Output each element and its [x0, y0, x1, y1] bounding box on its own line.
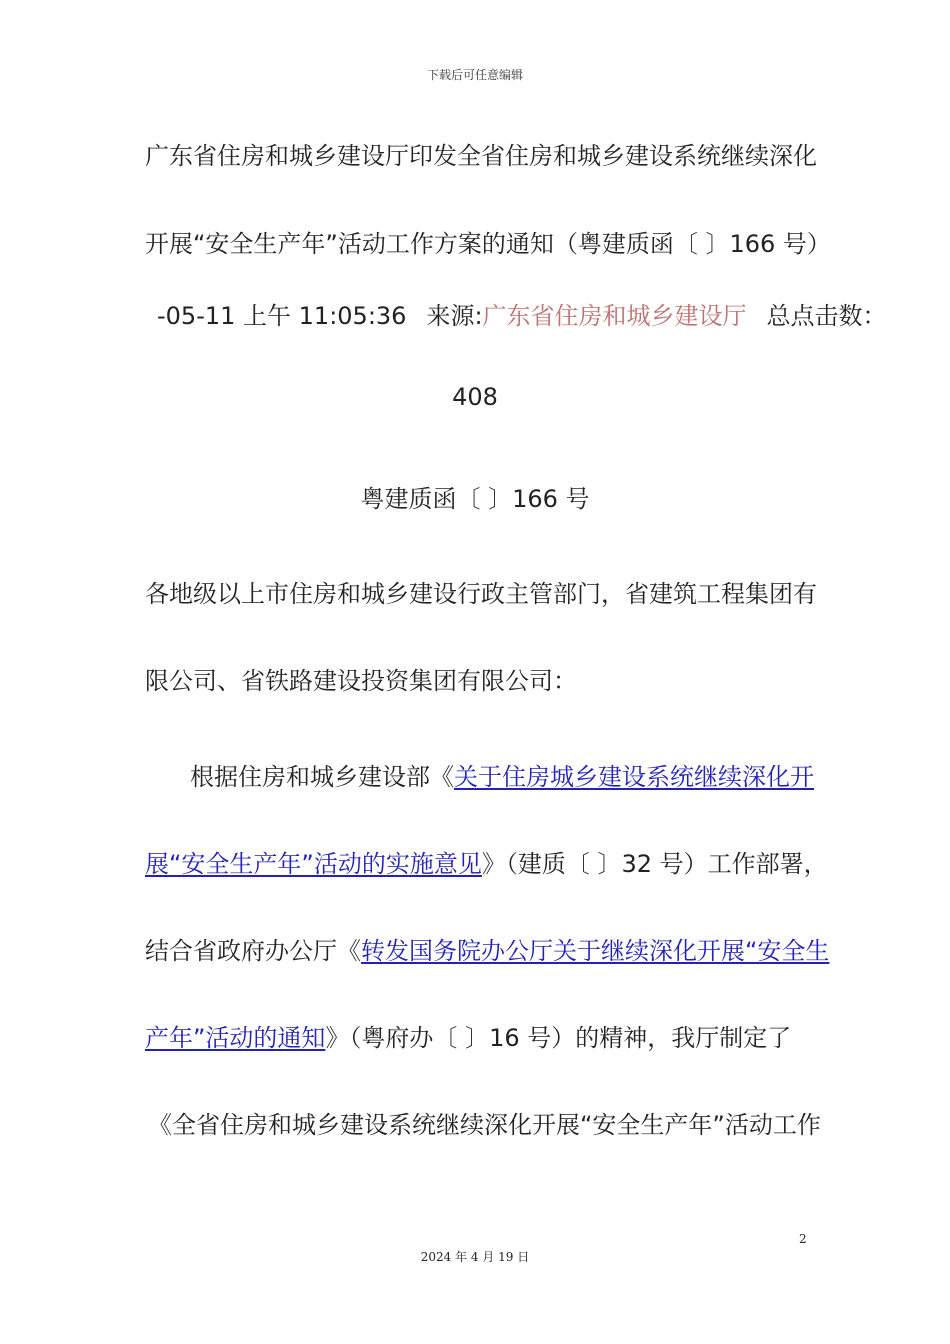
footer-date: 2024 年 4 月 19 日	[420, 1250, 530, 1264]
body-p2-prefix: 结合省政府办公厅《	[145, 937, 361, 965]
body-p2-suffix: 》（粤府办〔 〕16 号）的精神，我厅制定了	[325, 1024, 792, 1052]
title-line-2: 开展“安全生产年”活动工作方案的通知（粤建质函〔 〕166 号）	[145, 230, 831, 258]
header-note: 下载后可任意编辑	[426, 68, 523, 82]
clicks-count: 408	[452, 383, 498, 411]
link-ministry-opinion[interactable]: 关于住房城乡建设系统继续深化开	[454, 763, 814, 791]
body-line-3	[145, 931, 829, 966]
page-number: 2	[799, 1232, 807, 1246]
meta-line	[157, 296, 887, 331]
source-name[interactable]: 广东省住房和城乡建设厅	[482, 302, 747, 330]
body-p1-prefix: 根据住房和城乡建设部《	[190, 763, 454, 791]
addressee-line-1: 各地级以上市住房和城乡建设行政主管部门，省建筑工程集团有	[145, 580, 817, 608]
publish-datetime: -05-11 上午 11:05:36	[157, 302, 407, 330]
doc-number: 粤建质函〔 〕166 号	[360, 485, 590, 513]
title-line-1: 广东省住房和城乡建设厅印发全省住房和城乡建设系统继续深化	[145, 142, 817, 170]
link-ministry-opinion-cont[interactable]: 展“安全生产年”活动的实施意见	[145, 850, 482, 878]
body-line-4	[145, 1018, 791, 1053]
addressee-line-2: 限公司、省铁路建设投资集团有限公司：	[145, 667, 577, 695]
source-label: 来源:	[426, 302, 483, 330]
body-line-1	[190, 757, 814, 792]
clicks-label: 总点击数：	[766, 302, 887, 330]
body-line-5: 《全省住房和城乡建设系统继续深化开展“安全生产年”活动工作	[148, 1111, 821, 1139]
body-p1-suffix: 》（建质〔 〕32 号）工作部署，	[481, 850, 828, 878]
body-line-2	[145, 844, 828, 879]
link-state-council-notice-cont[interactable]: 产年”活动的通知	[145, 1024, 326, 1052]
link-state-council-notice[interactable]: 转发国务院办公厅关于继续深化开展“安全生	[361, 937, 830, 965]
